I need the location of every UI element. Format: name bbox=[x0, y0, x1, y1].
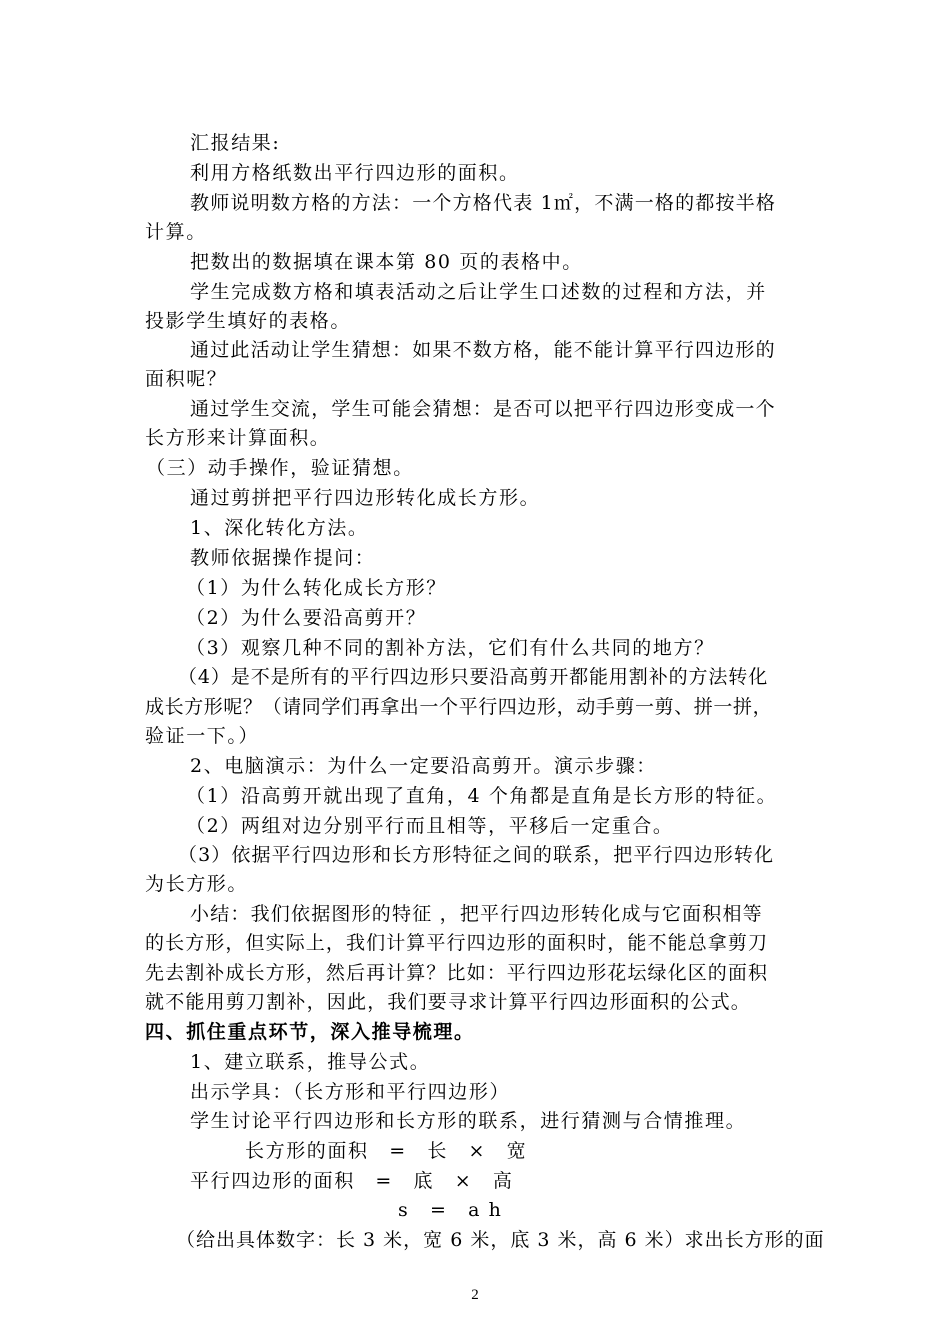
text-line: 长方形来计算面积。 bbox=[145, 427, 331, 449]
text-line: （3）依据平行四边形和长方形特征之间的联系，把平行四边形转化 bbox=[178, 844, 775, 866]
text-line: 的长方形，但实际上，我们计算平行四边形的面积时，能不能总拿剪刀 bbox=[145, 932, 769, 954]
formula-line: 平行四边形的面积 = 底 × 高 bbox=[190, 1170, 514, 1192]
text-line: 把数出的数据填在课本第 80 页的表格中。 bbox=[190, 251, 583, 273]
text-line: （给出具体数字：长 3 米，宽 6 米，底 3 米，高 6 米）求出长方形的面 bbox=[176, 1229, 825, 1251]
text-line: 面积呢？ bbox=[145, 368, 228, 390]
text-line: 教师依据操作提问： bbox=[190, 547, 376, 569]
text-line: 汇报结果: bbox=[190, 132, 281, 154]
text-line: （1）为什么转化成长方形？ bbox=[186, 577, 447, 599]
text-line: 投影学生填好的表格。 bbox=[145, 310, 352, 332]
text-line: （2）为什么要沿高剪开？ bbox=[186, 607, 427, 629]
text-line: 通过学生交流，学生可能会猜想：是否可以把平行四边形变成一个 bbox=[190, 398, 776, 420]
text-line: 为长方形。 bbox=[145, 873, 249, 895]
text-line: 出示学具：（长方形和平行四边形） bbox=[190, 1081, 511, 1103]
text-line: 通过此活动让学生猜想：如果不数方格，能不能计算平行四边形的 bbox=[190, 339, 776, 361]
text-line: 2、电脑演示：为什么一定要沿高剪开。演示步骤： bbox=[190, 755, 657, 777]
formula-line: 长方形的面积 = 长 × 宽 bbox=[245, 1140, 528, 1162]
section-heading: （三）动手操作，验证猜想。 bbox=[146, 457, 414, 479]
formula-line: s = a h bbox=[398, 1199, 503, 1221]
text-line: （1）沿高剪开就出现了直角，4 个角都是直角是长方形的特征。 bbox=[186, 785, 778, 807]
text-line: 学生讨论平行四边形和长方形的联系，进行猜测与合情推理。 bbox=[190, 1110, 747, 1132]
text-line: 1、建立联系，推导公式。 bbox=[190, 1051, 431, 1073]
text-line: 验证一下。） bbox=[145, 725, 260, 747]
text-line: 通过剪拼把平行四边形转化成长方形。 bbox=[190, 487, 541, 509]
text-line: 1、深化转化方法。 bbox=[190, 517, 369, 539]
page-number: 2 bbox=[471, 1287, 479, 1303]
text-line: 利用方格纸数出平行四边形的面积。 bbox=[190, 162, 520, 184]
text-line: （3）观察几种不同的割补方法，它们有什么共同的地方？ bbox=[186, 637, 715, 659]
text-line: 计算。 bbox=[145, 221, 207, 243]
text-line: 教师说明数方格的方法：一个方格代表 1㎡，不满一格的都按半格 bbox=[190, 192, 777, 214]
text-line: （2）两组对边分别平行而且相等，平移后一定重合。 bbox=[186, 815, 674, 837]
section-heading-bold: 四、抓住重点环节，深入推导梳理。 bbox=[145, 1021, 475, 1043]
text-line: 学生完成数方格和填表活动之后让学生口述数的过程和方法，并 bbox=[190, 281, 767, 303]
text-line: 小结：我们依据图形的特征 ，把平行四边形转化成与它面积相等 bbox=[190, 903, 763, 925]
text-line: 就不能用剪刀割补，因此，我们要寻求计算平行四边形面积的公式。 bbox=[145, 991, 752, 1013]
text-line: （4）是不是所有的平行四边形只要沿高剪开都能用割补的方法转化 bbox=[178, 666, 769, 688]
text-line: 成长方形呢？（请同学们再拿出一个平行四边形，动手剪一剪、拼一拼， bbox=[145, 696, 773, 718]
text-line: 先去割补成长方形，然后再计算？比如：平行四边形花坛绿化区的面积 bbox=[145, 962, 769, 984]
